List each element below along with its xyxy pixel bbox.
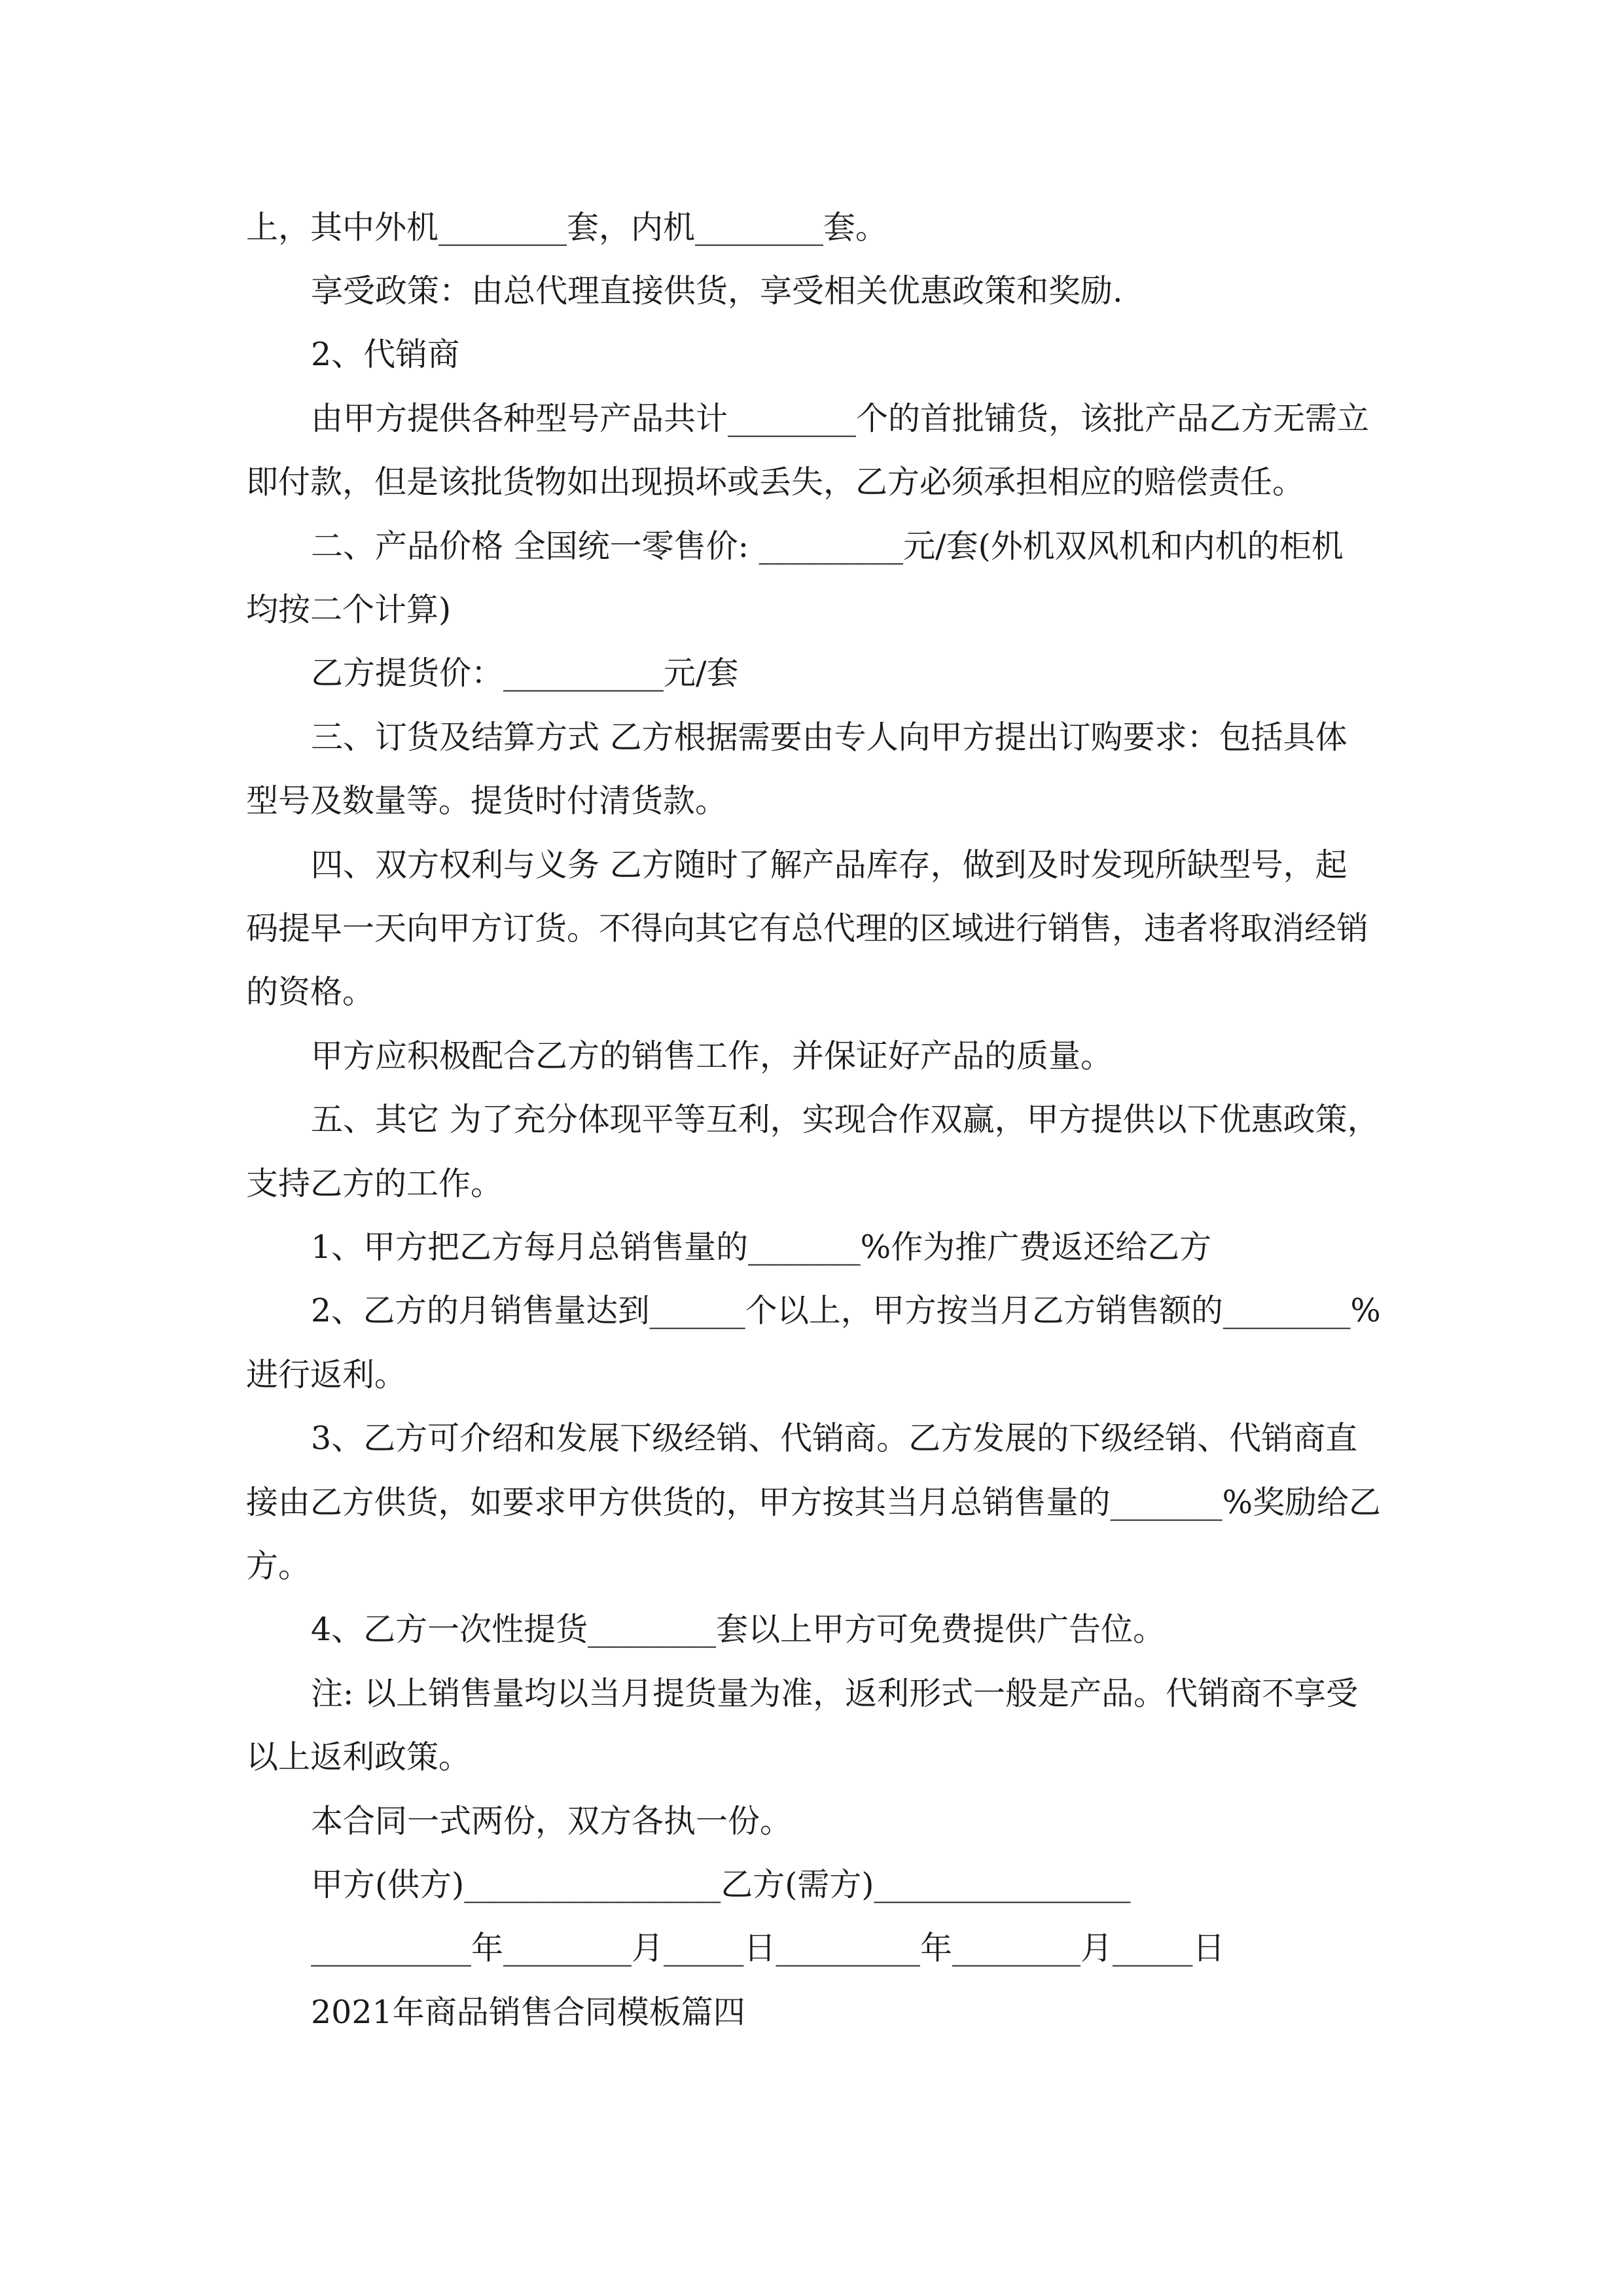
paragraph-line: 2、乙方的月销售量达到______个以上，甲方按当月乙方销售额的________% (311, 1293, 1381, 1329)
paragraph-line: 二、产品价格 全国统一零售价: _________元/套(外机双风机和内机的柜机 (311, 528, 1344, 565)
paragraph-line: 即付款，但是该批货物如出现损坏或丢失，乙方必须承担相应的赔偿责任。 (246, 463, 1305, 501)
paragraph-line: 进行返利。 (246, 1356, 407, 1393)
paragraph-line: 由甲方提供各种型号产品共计________个的首批铺货，该批产品乙方无需立 (311, 400, 1370, 437)
paragraph-line: 4、乙方一次性提货________套以上甲方可免费提供广告位。 (311, 1611, 1166, 1648)
paragraph-line: 型号及数量等。提货时付清货款。 (246, 782, 728, 819)
paragraph-line: 四、双方权利与义务 乙方随时了解产品库存，做到及时发现所缺型号，起 (311, 846, 1347, 884)
paragraph-line: 乙方提货价：__________元/套 (311, 655, 739, 692)
paragraph-line: 三、订货及结算方式 乙方根据需要由专人向甲方提出订购要求：包括具体 (311, 719, 1347, 756)
paragraph-line: 注: 以上销售量均以当月提货量为准，返利形式一般是产品。代销商不享受 (311, 1675, 1359, 1712)
paragraph-line: 上，其中外机________套，内机________套。 (246, 209, 888, 246)
paragraph-line: 享受政策：由总代理直接供货，享受相关优惠政策和奖励. (311, 272, 1123, 310)
paragraph-line: 甲方应积极配合乙方的销售工作，并保证好产品的质量。 (311, 1037, 1113, 1075)
paragraph-line: 的资格。 (246, 973, 375, 1011)
paragraph-line: 1、甲方把乙方每月总销售量的_______%作为推广费返还给乙方 (311, 1229, 1212, 1266)
date-line: __________年________月_____日_________年________月_____日 (311, 1929, 1225, 1967)
paragraph-line: 均按二个计算) (246, 591, 452, 628)
paragraph-line: 支持乙方的工作。 (246, 1165, 503, 1202)
section-heading: 2021年商品销售合同模板篇四 (311, 1994, 745, 2031)
paragraph-line: 接由乙方供货，如要求甲方供货的，甲方按其当月总销售量的_______%奖励给乙 (246, 1484, 1381, 1521)
paragraph-line: 本合同一式两份，双方各执一份。 (311, 1803, 793, 1840)
paragraph-line: 2、代销商 (311, 336, 460, 373)
paragraph-line: 码提早一天向甲方订货。不得向其它有总代理的区域进行销售，违者将取消经销 (246, 910, 1369, 947)
paragraph-line: 3、乙方可介绍和发展下级经销、代销商。乙方发展的下级经销、代销商直 (311, 1420, 1358, 1457)
paragraph-line: 方。 (246, 1547, 311, 1585)
paragraph-line: 以上返利政策。 (246, 1738, 471, 1776)
signature-line: 甲方(供方)________________乙方(需方)________________ (311, 1866, 1131, 1903)
paragraph-line: 五、其它 为了充分体现平等互利，实现合作双赢，甲方提供以下优惠政策， (311, 1101, 1380, 1138)
